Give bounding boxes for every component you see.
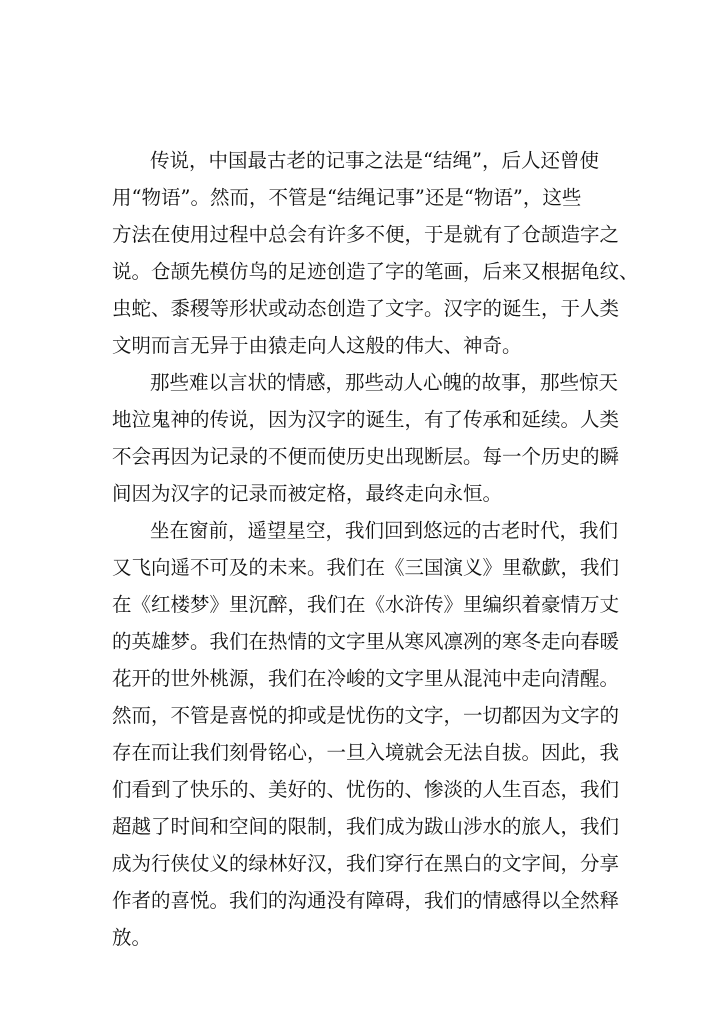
paragraph-line: 方法在使用过程中总会有许多不便，于是就有了仓颉造字之 [112,223,620,246]
paragraph-line: 花开的世外桃源，我们在冷峻的文字里从混沌中走向清醒。 [112,667,620,690]
paragraph-line: 地泣鬼神的传说，因为汉字的诞生，有了传承和延续。人类 [112,408,620,431]
paragraph-line: 成为行侠仗义的绿林好汉，我们穿行在黑白的文字间，分享 [112,852,620,875]
paragraph-line: 超越了时间和空间的限制，我们成为跋山涉水的旅人，我们 [112,815,620,838]
paragraph-line: 文明而言无异于由猿走向人这般的伟大、神奇。 [112,334,522,357]
paragraph-line: 不会再因为记录的不便而使历史出现断层。每一个历史的瞬 [112,445,620,468]
paragraph-line: 用“物语”。然而，不管是“结绳记事”还是“物语”，这些 [112,186,582,209]
paragraph-line: 存在而让我们刻骨铭心，一旦入境就会无法自拔。因此，我 [112,741,620,764]
paragraph-line: 的英雄梦。我们在热情的文字里从寒风凛冽的寒冬走向春暖 [112,630,620,653]
paragraph-line: 传说，中国最古老的记事之法是“结绳”，后人还曾使 [150,149,599,172]
paragraph-line: 间因为汉字的记录而被定格，最终走向永恒。 [112,482,503,505]
paragraph-line: 说。仓颉先模仿鸟的足迹创造了字的笔画，后来又根据龟纹、 [112,260,639,283]
paragraph-line: 虫蛇、黍稷等形状或动态创造了文字。汉字的诞生，于人类 [112,297,620,320]
paragraph-line: 们看到了快乐的、美好的、忧伤的、惨淡的人生百态，我们 [112,778,620,801]
paragraph-line: 放。 [112,926,152,949]
paragraph-line: 那些难以言状的情感，那些动人心魄的故事，那些惊天 [150,371,619,394]
paragraph-line: 坐在窗前，遥望星空，我们回到悠远的古老时代，我们 [150,519,619,542]
paragraph-line: 然而，不管是喜悦的抑或是忧伤的文字，一切都因为文字的 [112,704,620,727]
paragraph-line: 在《红楼梦》里沉醉，我们在《水浒传》里编织着豪情万丈 [112,593,620,616]
paragraph-line: 作者的喜悦。我们的沟通没有障碍，我们的情感得以全然释 [112,889,620,912]
paragraph-line: 又飞向遥不可及的未来。我们在《三国演义》里欷歔，我们 [112,556,620,579]
